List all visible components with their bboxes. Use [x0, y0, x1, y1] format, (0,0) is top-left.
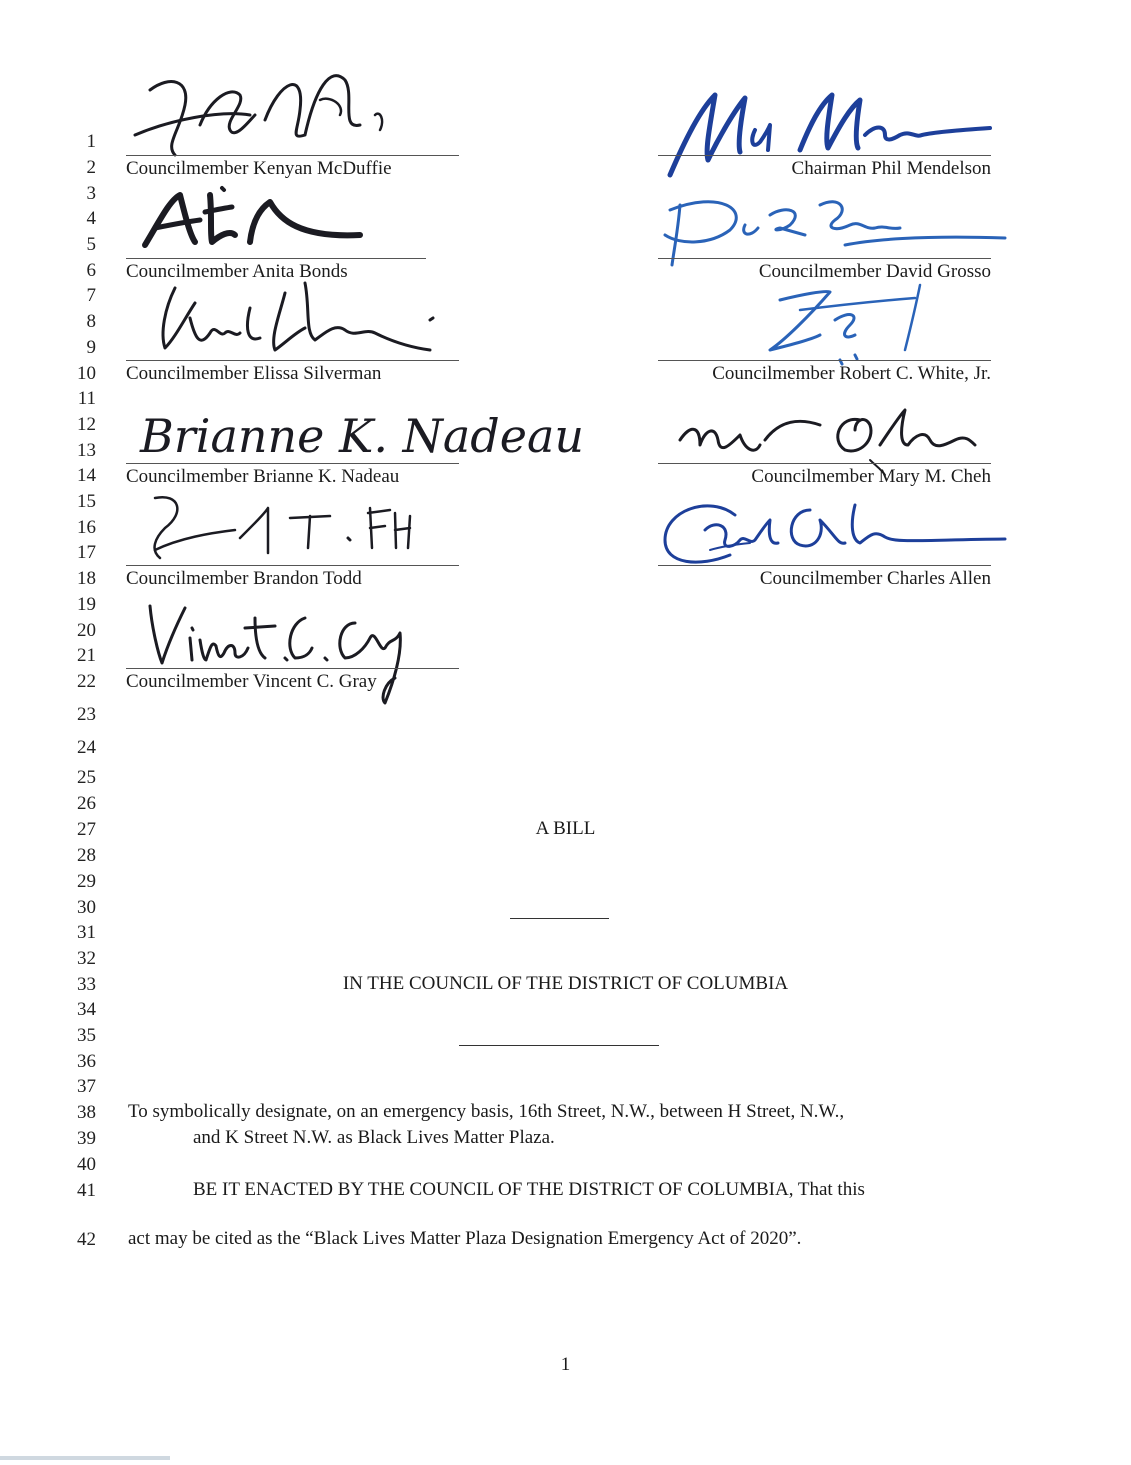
- line-number: 23: [77, 704, 96, 725]
- line-number: 36: [77, 1051, 96, 1072]
- line-number: 15: [77, 491, 96, 512]
- signatory-name: Councilmember Charles Allen: [759, 568, 991, 589]
- line-number: 8: [86, 311, 96, 332]
- signatory-name: Councilmember Brianne K. Nadeau: [126, 466, 400, 487]
- line-number: 17: [77, 542, 96, 563]
- line-number: 6: [86, 260, 96, 281]
- signature-line: [658, 463, 991, 464]
- signature-line: [658, 258, 991, 259]
- page-number: 1: [560, 1354, 571, 1375]
- signature-line: [658, 155, 991, 156]
- signature-mcduffie: [130, 60, 410, 165]
- line-number: 29: [77, 871, 96, 892]
- line-number: 40: [77, 1154, 96, 1175]
- line-number: 38: [77, 1102, 96, 1123]
- signature-bonds: [140, 180, 380, 260]
- signature-line: [658, 360, 991, 361]
- signature-line: [126, 155, 459, 156]
- signature-line: [126, 258, 426, 259]
- line-number: 20: [77, 620, 96, 641]
- signatory-name: Councilmember Mary M. Cheh: [751, 466, 991, 487]
- signatory-name: Councilmember Kenyan McDuffie: [126, 158, 392, 179]
- line-number: 25: [77, 767, 96, 788]
- signature-line: [126, 463, 459, 464]
- line-number: 35: [77, 1025, 96, 1046]
- line-number: 1: [86, 131, 96, 152]
- scan-artifact-bar: [0, 1456, 170, 1460]
- line-number: 21: [77, 645, 96, 666]
- line-number: 39: [77, 1128, 96, 1149]
- signatory-name: Councilmember Vincent C. Gray: [126, 671, 377, 692]
- line-number: 32: [77, 948, 96, 969]
- signature-line: [126, 360, 459, 361]
- line-number: 12: [77, 414, 96, 435]
- line-number: 9: [86, 337, 96, 358]
- line-number: 41: [77, 1180, 96, 1201]
- line-number: 13: [77, 440, 96, 461]
- bill-heading: A BILL: [535, 818, 596, 839]
- line-number: 37: [77, 1076, 96, 1097]
- signatory-name: Councilmember Elissa Silverman: [126, 363, 382, 384]
- line-number: 42: [77, 1229, 96, 1250]
- signatory-name: Councilmember Robert C. White, Jr.: [712, 363, 991, 384]
- line-number: 33: [77, 974, 96, 995]
- line-number: 19: [77, 594, 96, 615]
- line-number: 4: [86, 208, 96, 229]
- line-number: 22: [77, 671, 96, 692]
- line-number: 31: [77, 922, 96, 943]
- svg-text:Brianne K. Nadeau: Brianne K. Nadeau: [140, 409, 585, 463]
- line-number: 5: [86, 234, 96, 255]
- signature-nadeau: [140, 400, 585, 465]
- line-number: 2: [86, 157, 96, 178]
- line-number: 14: [77, 465, 96, 486]
- line-number: 7: [86, 285, 96, 306]
- line-number: 18: [77, 568, 96, 589]
- signature-silverman: [145, 278, 445, 363]
- signature-allen: [660, 495, 1010, 575]
- signatory-name: Chairman Phil Mendelson: [791, 158, 991, 179]
- line-number: 28: [77, 845, 96, 866]
- date-blank: [459, 1045, 659, 1046]
- signature-line: [126, 668, 459, 669]
- signature-line: [658, 565, 991, 566]
- line-number: 30: [77, 897, 96, 918]
- enacting-clause: BE IT ENACTED BY THE COUNCIL OF THE DISTRICT OF COLUMBIA, That this: [193, 1179, 865, 1200]
- line-number: 11: [77, 388, 96, 409]
- bill-title-line-2: and K Street N.W. as Black Lives Matter Plaza.: [193, 1127, 555, 1148]
- line-number: 3: [86, 183, 96, 204]
- short-title: act may be cited as the “Black Lives Matter Plaza Designation Emergency Act of 2020”.: [128, 1228, 802, 1249]
- line-number: 16: [77, 517, 96, 538]
- bill-number-blank: [510, 918, 609, 919]
- line-number: 10: [77, 363, 96, 384]
- line-number: 27: [77, 819, 96, 840]
- signatory-name: Councilmember David Grosso: [758, 261, 991, 282]
- line-number: 34: [77, 999, 96, 1020]
- line-number: 26: [77, 793, 96, 814]
- bill-title-line-1: To symbolically designate, on an emergency basis, 16th Street, N.W., between H Street, N.W.,: [128, 1101, 845, 1122]
- signature-line: [126, 565, 459, 566]
- line-number: 24: [77, 737, 96, 758]
- council-heading: IN THE COUNCIL OF THE DISTRICT OF COLUMBIA: [342, 973, 789, 994]
- signature-todd: [140, 488, 440, 568]
- signatory-name: Councilmember Brandon Todd: [126, 568, 362, 589]
- signatory-name: Councilmember Anita Bonds: [126, 261, 348, 282]
